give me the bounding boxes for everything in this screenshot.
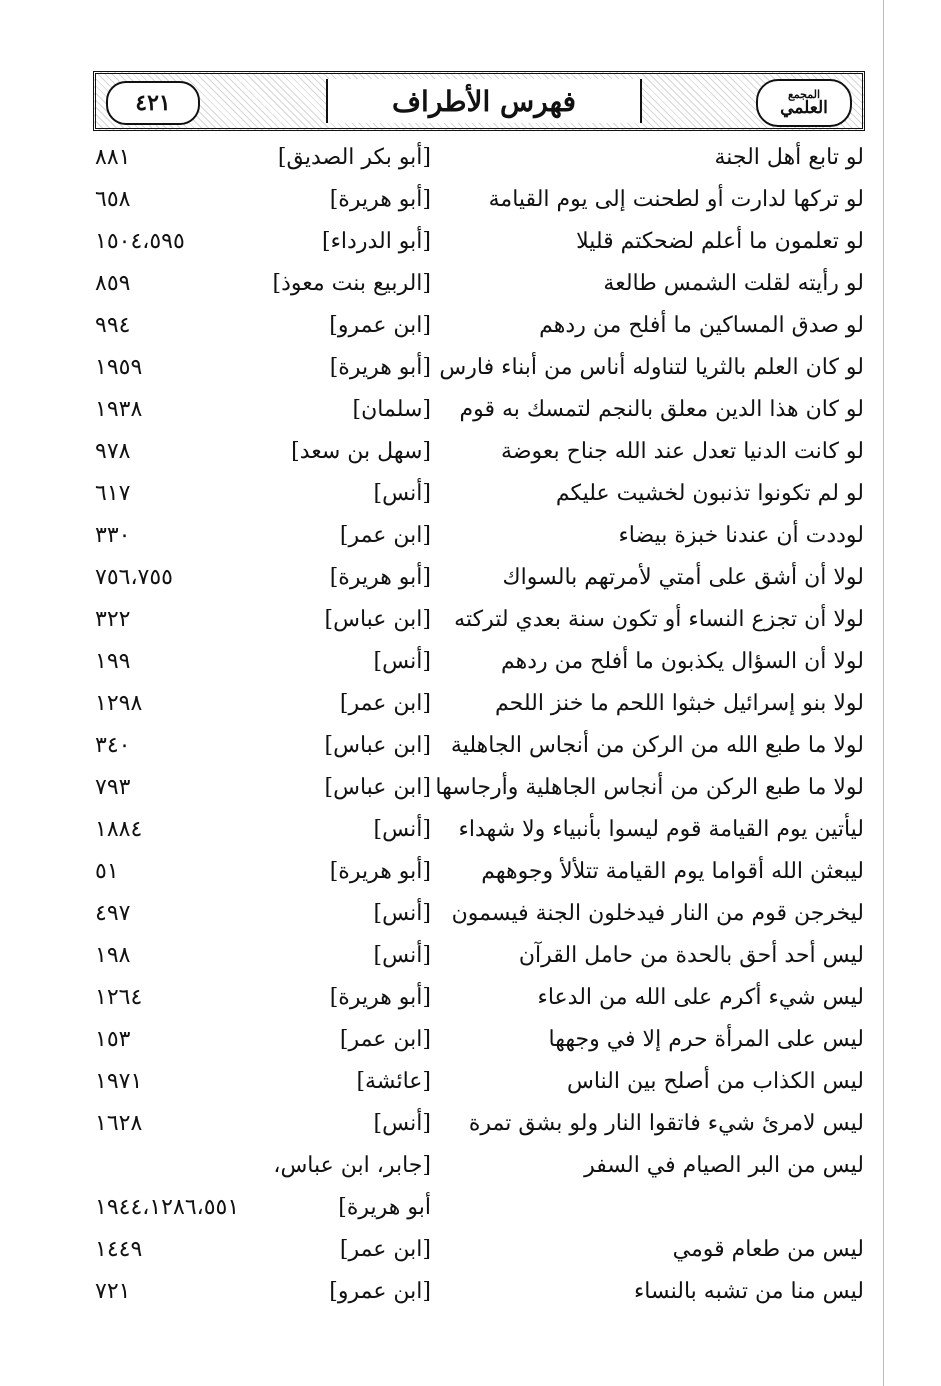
index-row	[0, 771, 941, 813]
hadith-text: ليس من البر الصيام في السفر	[584, 1153, 864, 1178]
index-row	[0, 939, 941, 981]
narrator: [أنس]	[373, 943, 431, 968]
index-row	[0, 1023, 941, 1065]
index-row	[0, 1107, 941, 1149]
narrator: [ابن عباس]	[324, 775, 431, 800]
narrator: [ابن عباس]	[324, 607, 431, 632]
hadith-text: لو تابع أهل الجنة	[714, 145, 864, 170]
hadith-numbers: ٩٧٨	[95, 439, 131, 464]
emblem-line-2: العلمي	[780, 98, 828, 118]
hadith-text: ليس لامرئ شيء فاتقوا النار ولو بشق تمرة	[468, 1111, 864, 1136]
narrator: [أبو هريرة]	[329, 355, 431, 380]
hadith-numbers: ٣٣٠	[95, 523, 131, 548]
hadith-numbers: ٨٨١	[95, 145, 131, 170]
narrator: [ابن عمر]	[339, 523, 431, 548]
hadith-numbers: ١٩٤٤،١٢٨٦،٥٥١	[95, 1195, 240, 1220]
page-header	[93, 71, 865, 131]
hadith-numbers: ١٩٨	[95, 943, 131, 968]
index-row	[0, 393, 941, 435]
narrator: [ابن عمر]	[339, 1237, 431, 1262]
narrator: [أنس]	[373, 481, 431, 506]
narrator: [أنس]	[373, 901, 431, 926]
index-row	[0, 351, 941, 393]
hadith-text: لوددت أن عندنا خبزة بيضاء	[618, 523, 864, 548]
hadith-numbers: ٦٥٨	[95, 187, 131, 212]
hadith-numbers: ٨٥٩	[95, 271, 131, 296]
hadith-text: لو لم تكونوا تذنبون لخشيت عليكم	[555, 481, 864, 506]
narrator: [الربيع بنت معوذ]	[272, 271, 431, 296]
index-row	[0, 309, 941, 351]
narrator: [ابن عباس]	[324, 733, 431, 758]
hadith-numbers: ١٩٣٨	[95, 397, 143, 422]
hadith-numbers: ١٦٢٨	[95, 1111, 143, 1136]
hadith-text: لولا أن تجزع النساء أو تكون سنة بعدي لتركته	[454, 607, 864, 632]
hadith-text: لولا أن السؤال يكذبون ما أفلح من ردهم	[501, 649, 864, 674]
narrator: [أبو هريرة]	[329, 565, 431, 590]
narrator: [أنس]	[373, 817, 431, 842]
hadith-numbers: ٣٢٢	[95, 607, 131, 632]
index-row	[0, 603, 941, 645]
hadith-numbers: ١٢٩٨	[95, 691, 143, 716]
index-row	[0, 897, 941, 939]
index-row	[0, 141, 941, 183]
hadith-numbers: ٦١٧	[95, 481, 131, 506]
narrator: [أبو بكر الصديق]	[277, 145, 431, 170]
index-row	[0, 855, 941, 897]
index-table	[0, 141, 941, 1317]
hadith-numbers: ٧٢١	[95, 1279, 131, 1304]
narrator: [أنس]	[373, 649, 431, 674]
index-row	[0, 225, 941, 267]
hadith-text: لو صدق المساكين ما أفلح من ردهم	[539, 313, 864, 338]
narrator: [أبو هريرة]	[329, 985, 431, 1010]
hadith-text: ليس شيء أكرم على الله من الدعاء	[537, 985, 864, 1010]
hadith-text: لولا بنو إسرائيل خبثوا اللحم ما خنز اللحم	[494, 691, 864, 716]
hadith-text: لولا أن أشق على أمتي لأمرتهم بالسواك	[502, 565, 864, 590]
index-row	[0, 267, 941, 309]
hadith-text: لو تعلمون ما أعلم لضحكتم قليلا	[576, 229, 864, 254]
hadith-text: لو تركها لدارت أو لطحنت إلى يوم القيامة	[488, 187, 864, 212]
narrator: [أبو هريرة]	[329, 859, 431, 884]
index-row	[0, 981, 941, 1023]
index-row	[0, 519, 941, 561]
hadith-text: ليس أحد أحق بالحدة من حامل القرآن	[518, 943, 864, 968]
index-row	[0, 1065, 941, 1107]
narrator: [أبو الدرداء]	[321, 229, 431, 254]
narrator: [أبو هريرة]	[329, 187, 431, 212]
narrator: [ابن عمر]	[339, 691, 431, 716]
hadith-numbers: ٧٩٣	[95, 775, 131, 800]
hadith-numbers: ١٩٩	[95, 649, 131, 674]
narrator: [جابر، ابن عباس،	[273, 1153, 431, 1178]
index-row	[0, 1233, 941, 1275]
hadith-numbers: ١٥٣	[95, 1027, 131, 1052]
hadith-text: لولا ما طبع الركن من أنجاس الجاهلية وأرجاسها	[435, 775, 864, 800]
hadith-text: ليبعثن الله أقواما يوم القيامة تتلألأ وجوههم	[481, 859, 864, 884]
hadith-numbers: ١٨٨٤	[95, 817, 143, 842]
header-title-box	[326, 79, 642, 123]
page-title: فهرس الأطراف	[392, 84, 576, 118]
index-row	[0, 1275, 941, 1317]
hadith-text: لولا ما طبع الله من الركن من أنجاس الجاهلية	[450, 733, 864, 758]
narrator: [ابن عمر]	[339, 1027, 431, 1052]
hadith-text: لو رأيته لقلت الشمس طالعة	[603, 271, 864, 296]
hadith-text: لو كانت الدنيا تعدل عند الله جناح بعوضة	[501, 439, 864, 464]
narrator: [سهل بن سعد]	[291, 439, 431, 464]
index-row	[0, 1149, 941, 1191]
page-number-box	[106, 81, 200, 125]
index-row	[0, 561, 941, 603]
publisher-emblem	[756, 79, 852, 127]
narrator: [ابن عمرو]	[329, 313, 431, 338]
hadith-text: ليس من طعام قومي	[672, 1237, 864, 1262]
hadith-numbers: ١٤٤٩	[95, 1237, 143, 1262]
hadith-numbers: ١٩٥٩	[95, 355, 143, 380]
hadith-numbers: ٥١	[95, 859, 119, 884]
hadith-text: ليأتين يوم القيامة قوم ليسوا بأنبياء ولا شهداء	[458, 817, 864, 842]
narrator: [سلمان]	[352, 397, 431, 422]
narrator: [أنس]	[373, 1111, 431, 1136]
index-row	[0, 645, 941, 687]
index-row	[0, 687, 941, 729]
hadith-numbers: ٩٩٤	[95, 313, 131, 338]
narrator: أبو هريرة]	[338, 1195, 431, 1220]
hadith-numbers: ٤٩٧	[95, 901, 131, 926]
hadith-text: ليس على المرأة حرم إلا في وجهها	[548, 1027, 864, 1052]
index-row	[0, 183, 941, 225]
index-row	[0, 477, 941, 519]
hadith-numbers: ١٩٧١	[95, 1069, 143, 1094]
index-row	[0, 1191, 941, 1233]
index-row	[0, 435, 941, 477]
hadith-numbers: ١٥٠٤،٥٩٥	[95, 229, 185, 254]
index-row	[0, 729, 941, 771]
narrator: [ابن عمرو]	[329, 1279, 431, 1304]
page-number: ٤٢١	[135, 90, 171, 116]
index-row	[0, 813, 941, 855]
hadith-numbers: ٣٤٠	[95, 733, 131, 758]
hadith-text: ليس الكذاب من أصلح بين الناس	[566, 1069, 864, 1094]
hadith-text: ليخرجن قوم من النار فيدخلون الجنة فيسمون	[451, 901, 864, 926]
hadith-numbers: ٧٥٦،٧٥٥	[95, 565, 173, 590]
hadith-numbers: ١٢٦٤	[95, 985, 143, 1010]
emblem-line-1: المجمع	[787, 88, 821, 101]
hadith-text: لو كان العلم بالثريا لتناوله أناس من أبناء فارس	[439, 355, 864, 380]
hadith-text: لو كان هذا الدين معلق بالنجم لتمسك به قوم	[459, 397, 864, 422]
hadith-text: ليس منا من تشبه بالنساء	[633, 1279, 864, 1304]
narrator: [عائشة]	[356, 1069, 431, 1094]
